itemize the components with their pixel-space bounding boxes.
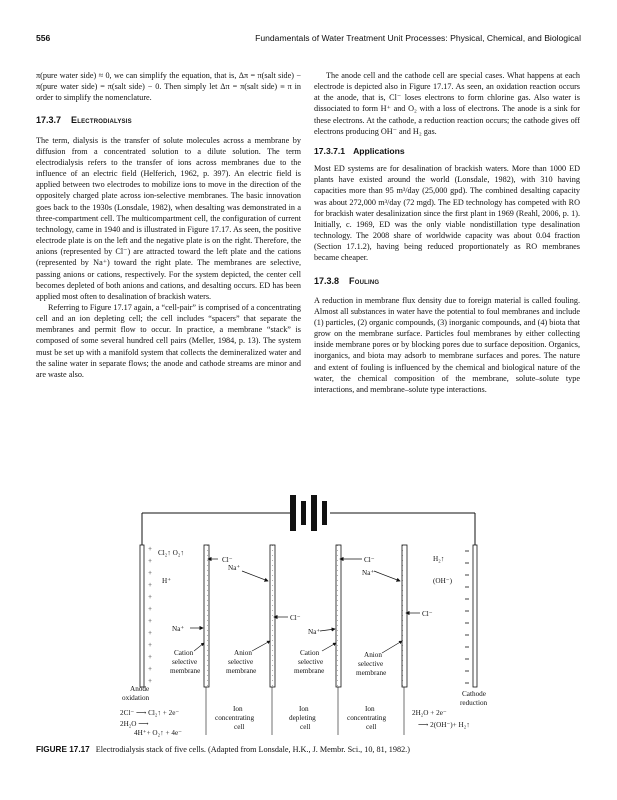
membrane-label-anion-2 xyxy=(356,641,402,677)
svg-text:+: + xyxy=(148,665,153,673)
cathode-label: Cathode xyxy=(462,690,486,698)
svg-text:membrane: membrane xyxy=(294,667,325,675)
power-supply xyxy=(142,495,475,545)
left-column xyxy=(36,70,301,380)
svg-text:concentrating: concentrating xyxy=(347,714,387,722)
anode-gas-label: Cl₂↑ O₂↑ xyxy=(158,549,184,557)
electrodialysis-paragraph-1: The term, dialysis is the transfer of solute molecules across a membrane by diffusion from a concentrated solution to a dilute solution. The term electrodialysis refers to the transfer of ions across membranes due to the influence of an electric field (Helferich, 1962, p. 397). An electric field is applied between two electrodes to mobilize ions to move in the direction of the oppositely charged plate across ion-selective membranes. The basic innovation goes back to the 1930s (Lonsdale, 1982), when desalting was demonstrated in a three-compartment cell. The multicompartment cell, the configuration of current technology, came in 1940 and is illustrated in Figure 17.17. As seen, the positive electrode plate is on the left and the negative plate is on the right. Therefore, the anions (represented by Cl⁻) are attracted toward the left plate and the cations (represented by Na⁺) toward the right plate. The membranes are selective, passing anions or cations, respectively. For the system depicted, the center cell becomes depleted of both anions and cations, and desalting occurs. ED has been applied most often to desalination of brackish waters. xyxy=(36,135,301,301)
section-heading-fouling xyxy=(314,276,580,287)
svg-text:membrane: membrane xyxy=(356,669,387,677)
running-header xyxy=(36,33,581,49)
section-title: Electrodialysis xyxy=(71,115,132,126)
svg-text:+: + xyxy=(148,641,153,649)
cation-membrane-1 xyxy=(204,545,209,687)
fouling-paragraph: A reduction in membrane flux density due to foreign material is called fouling. Almost all substances in water have the potential to foul membranes and include (1) particles, (2) organic compounds, (3) inorganic compounds, and (4) biota that grow on the membrane surface. Particles foul membranes by either collecting inside membrane pores or by blocking pores due to surface deposition. Organics, inorganics, and biota may adsorb to membrane surfaces and pores. The nature and extent of fouling is influenced by the chemical and biological nature of the water, the chemical composition of the membrane, solute–solute type interactions, and membrane–solute type interactions. xyxy=(314,295,580,394)
ion-arrows xyxy=(190,559,420,631)
anode-oxidation-label: oxidation xyxy=(122,694,150,702)
cathode-minus-signs xyxy=(465,551,469,683)
svg-text:+: + xyxy=(148,545,153,553)
svg-text:+: + xyxy=(148,557,153,565)
anode-reaction-1: 2Cl⁻ ⟶ Cl₂↑ + 2e⁻ xyxy=(120,709,180,717)
electrodialysis-paragraph-2: Referring to Figure 17.17 again, a “cell-pair” is comprised of a concentrating cell and an ion depleting cell; the cell includes “spacers” that separate the membranes and permit flow to occur. In practice, a membrane “stack” is composed of some several hundred cell pairs (Meller, 1984, p. 13). The system must be set up with a manifold system that collects the demineralized water and the saline water in separate flows; the anode and cathode streams are minor and are waste also. xyxy=(36,302,301,379)
electrode-paragraph: The anode cell and the cathode cell are special cases. What happens at each electrode is depicted also in Figure 17.17. As seen, an oxidation reaction occurs at the anode, that is, Cl⁻ loses electrons to form chlorine gas. Also water is dissociated to form H⁺ and O₂ with a loss of electrons. The anode is a sink for these electrons. At the cathode, a reduction reaction occurs; the cathode gives off electrons producing OH⁻ and H₂ gas. xyxy=(314,71,580,136)
sodium-ion-3: Na⁺ xyxy=(172,625,185,633)
cation-membrane-2 xyxy=(336,545,341,687)
svg-text:membrane: membrane xyxy=(226,667,257,675)
anode-reaction-2: 2H₂O ⟶ xyxy=(120,720,149,728)
svg-text:+: + xyxy=(148,605,153,613)
cathode-reaction-2: ⟶ 2(OH⁻)+ H₂↑ xyxy=(418,721,470,729)
svg-text:Ion: Ion xyxy=(233,705,243,713)
figure-caption xyxy=(36,745,596,754)
figure-caption-label: FIGURE 17.17 xyxy=(36,745,90,754)
svg-text:+: + xyxy=(148,653,153,661)
subsection-title: Applications xyxy=(353,145,405,156)
sodium-ion-2: Na⁺ xyxy=(362,569,375,577)
section-heading-electrodialysis xyxy=(36,115,301,126)
cathode-reduction-label: reduction xyxy=(460,699,488,707)
svg-text:+: + xyxy=(148,629,153,637)
intro-paragraph: π(pure water side) ≈ 0, we can simplify the equation, that is, Δπ = π(salt side) − π(pure water side) = π(salt side) − 0. Then simply let Δπ = π(salt side) ≡ π in order to simplify the nomenclature. xyxy=(36,71,301,103)
svg-text:cell: cell xyxy=(300,723,311,731)
section-title: Fouling xyxy=(349,275,380,286)
anode-plus-signs xyxy=(148,545,152,685)
chloride-ion-3: Cl⁻ xyxy=(290,614,301,622)
svg-text:Anion: Anion xyxy=(234,649,252,657)
chloride-ion-1: Cl⁻ xyxy=(222,556,233,564)
svg-text:selective: selective xyxy=(172,658,198,666)
cell-label-concentrating-2 xyxy=(347,705,387,731)
svg-text:cell: cell xyxy=(234,723,245,731)
svg-text:+: + xyxy=(148,677,153,685)
svg-text:cell: cell xyxy=(366,723,377,731)
cell-label-concentrating-1 xyxy=(215,705,255,731)
svg-text:+: + xyxy=(148,581,153,589)
right-column xyxy=(314,70,580,395)
svg-text:Cation: Cation xyxy=(174,649,194,657)
cathode-reaction-1: 2H₂O + 2e⁻ xyxy=(412,709,447,717)
cathode-plate xyxy=(473,545,477,687)
chloride-ion-4: Cl⁻ xyxy=(422,610,433,618)
svg-text:selective: selective xyxy=(228,658,254,666)
subsection-number: 17.3.7.1 xyxy=(314,145,346,156)
oh-minus-label: (OH⁻) xyxy=(433,577,452,585)
sodium-ion-4: Na⁺ xyxy=(308,628,321,636)
svg-text:depleting: depleting xyxy=(289,714,316,722)
cell-label-depleting xyxy=(289,705,316,731)
svg-text:membrane: membrane xyxy=(170,667,201,675)
membrane-label-cation-1 xyxy=(170,643,204,675)
svg-text:+: + xyxy=(148,617,153,625)
membrane-label-cation-2 xyxy=(294,643,336,675)
figure-caption-text: Electrodialysis stack of five cells. (Adapted from Lonsdale, H.K., J. Membr. Sci., 10, 81, 1982.) xyxy=(95,745,410,754)
svg-text:Anion: Anion xyxy=(364,651,382,659)
anode-reaction-3: 4H⁺+ O₂↑ + 4e⁻ xyxy=(134,729,182,737)
page-number: 556 xyxy=(36,33,51,43)
chloride-ion-2: Cl⁻ xyxy=(364,556,375,564)
h-plus-label: H⁺ xyxy=(162,577,171,585)
svg-text:Ion: Ion xyxy=(299,705,309,713)
svg-text:Ion: Ion xyxy=(365,705,375,713)
anode-label: Anode xyxy=(130,685,150,693)
anion-membrane-1 xyxy=(270,545,275,687)
svg-text:Cation: Cation xyxy=(300,649,320,657)
svg-text:selective: selective xyxy=(298,658,324,666)
applications-paragraph: Most ED systems are for desalination of brackish waters. More than 1000 ED plants have existed around the world (Lonsdale, 1982), with 310 having capacities more than 95 m³/day (25,000 gpd). The combined desalting capacity was about 272,000 m³/day (72 mgd). The ED technology has competed with RO for brackish water desalinization since the first plant in 1969 (Reahl, 2006, p. 1). Initially, c. 1969, ED was the only viable nondistillation type desalination technology. The 2008 share of worldwide capacity was about 0.04 fraction (Section 17.1.2), having being reduced proportionately as RO membranes became cheaper. xyxy=(314,164,580,263)
cathode-gas-label: H₂↑ xyxy=(433,555,445,563)
running-title: Fundamentals of Water Treatment Unit Processes: Physical, Chemical, and Biological xyxy=(255,33,581,43)
anion-membrane-2 xyxy=(402,545,407,687)
svg-text:selective: selective xyxy=(358,660,384,668)
membrane-label-anion-1 xyxy=(226,641,270,675)
electrodialysis-figure xyxy=(100,483,520,738)
section-number: 17.3.8 xyxy=(314,275,340,286)
svg-text:+: + xyxy=(148,569,153,577)
anode-plate xyxy=(140,545,144,687)
svg-text:+: + xyxy=(148,593,153,601)
section-number: 17.3.7 xyxy=(36,115,62,126)
svg-text:concentrating: concentrating xyxy=(215,714,255,722)
subsection-heading-applications xyxy=(314,146,580,157)
sodium-ion-1: Na⁺ xyxy=(228,564,241,572)
